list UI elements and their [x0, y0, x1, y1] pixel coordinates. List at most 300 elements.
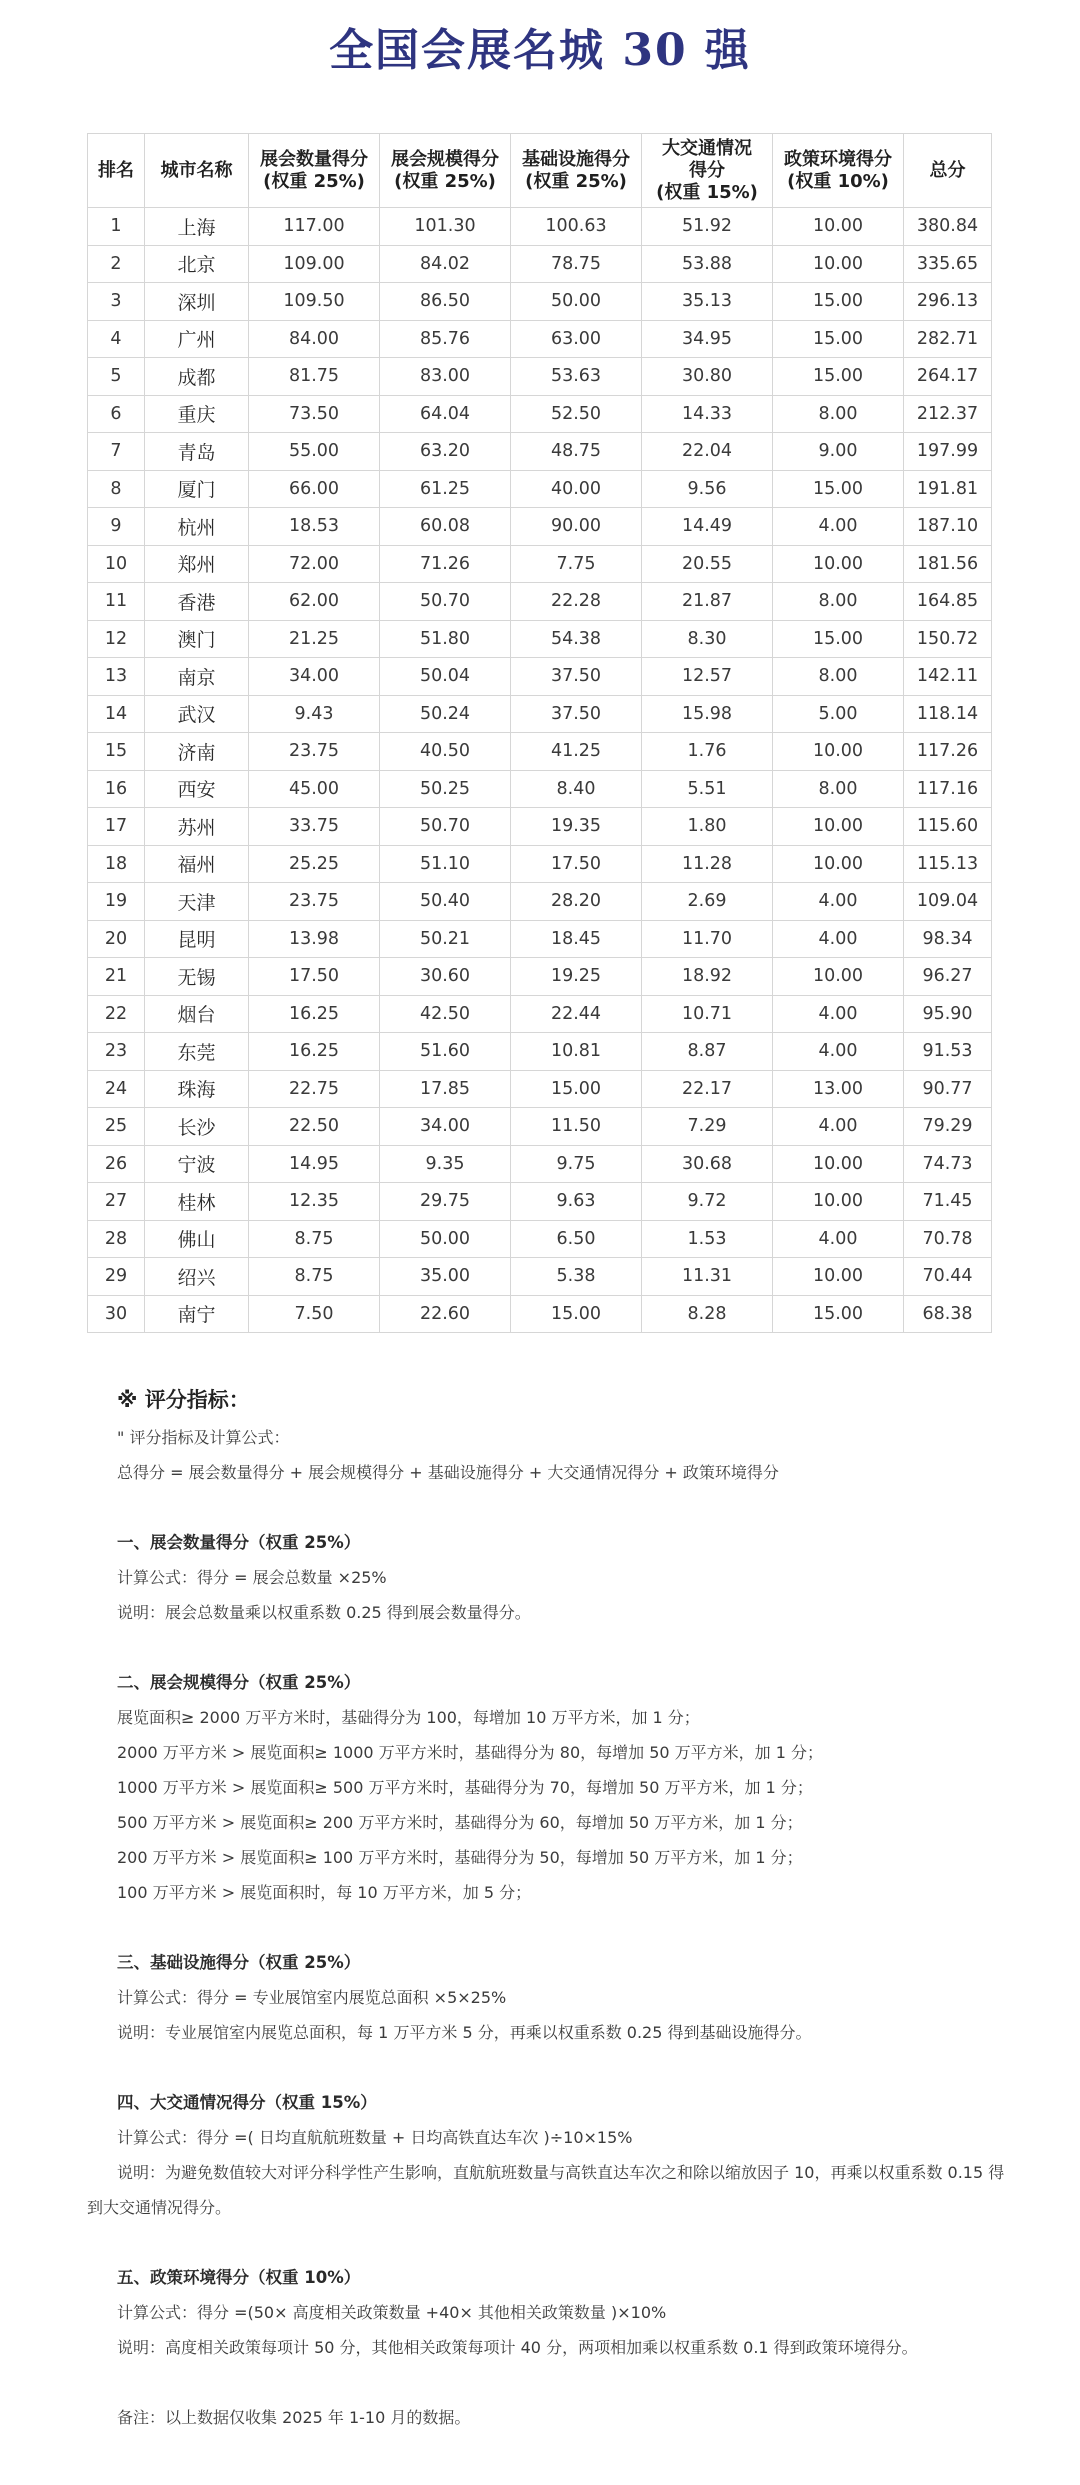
- table-cell: 34.00: [249, 658, 380, 696]
- table-cell: 18.92: [642, 958, 773, 996]
- table-cell: 22.17: [642, 1070, 773, 1108]
- table-cell: 50.24: [380, 695, 511, 733]
- table-cell: 109.50: [249, 283, 380, 321]
- column-header: [249, 134, 380, 208]
- table-cell: 71.26: [380, 545, 511, 583]
- table-cell: 54.38: [511, 620, 642, 658]
- table-cell: 10.00: [773, 1145, 904, 1183]
- table-cell: 380.84: [904, 208, 992, 246]
- table-cell: 10.00: [773, 808, 904, 846]
- table-cell: 22.28: [511, 583, 642, 621]
- table-cell: 20: [88, 920, 145, 958]
- city-cell: 桂林: [145, 1183, 249, 1221]
- table-cell: 9.72: [642, 1183, 773, 1221]
- table-cell: 187.10: [904, 508, 992, 546]
- column-header-line: 政策环境得分: [784, 148, 892, 170]
- table-cell: 335.65: [904, 245, 992, 283]
- table-cell: 181.56: [904, 545, 992, 583]
- table-cell: 7.75: [511, 545, 642, 583]
- table-cell: 95.90: [904, 995, 992, 1033]
- table-cell: 24: [88, 1070, 145, 1108]
- table-cell: 50.40: [380, 883, 511, 921]
- table-cell: 63.20: [380, 433, 511, 471]
- table-cell: 50.70: [380, 808, 511, 846]
- table-row: [88, 283, 992, 321]
- table-cell: 8.28: [642, 1295, 773, 1333]
- table-cell: 14.95: [249, 1145, 380, 1183]
- table-cell: 63.00: [511, 320, 642, 358]
- city-cell: 成都: [145, 358, 249, 396]
- table-cell: 14.33: [642, 395, 773, 433]
- table-cell: 35.00: [380, 1258, 511, 1296]
- table-row: [88, 1145, 992, 1183]
- section-line: 100 万平方米 > 展览面积时，每 10 万平方米，加 5 分；: [117, 1883, 532, 1902]
- table-cell: 11.70: [642, 920, 773, 958]
- table-cell: 8.00: [773, 770, 904, 808]
- city-cell: 济南: [145, 733, 249, 771]
- table-cell: 15.00: [511, 1295, 642, 1333]
- table-cell: 29.75: [380, 1183, 511, 1221]
- table-cell: 117.26: [904, 733, 992, 771]
- table-row: [88, 508, 992, 546]
- column-header-line: 得分: [689, 159, 725, 181]
- table-cell: 4.00: [773, 995, 904, 1033]
- table-body: [88, 208, 992, 1333]
- table-row: [88, 808, 992, 846]
- table-cell: 100.63: [511, 208, 642, 246]
- table-cell: 25.25: [249, 845, 380, 883]
- table-row: [88, 470, 992, 508]
- table-cell: 41.25: [511, 733, 642, 771]
- table-cell: 23.75: [249, 883, 380, 921]
- table-row: [88, 395, 992, 433]
- city-cell: 烟台: [145, 995, 249, 1033]
- table-cell: 2.69: [642, 883, 773, 921]
- table-cell: 10: [88, 545, 145, 583]
- table-cell: 37.50: [511, 695, 642, 733]
- table-cell: 4.00: [773, 1220, 904, 1258]
- section-line: 说明：专业展馆室内展览总面积，每 1 万平方米 5 分，再乘以权重系数 0.25 得到基础设施得分。: [117, 2023, 812, 2042]
- table-cell: 4.00: [773, 883, 904, 921]
- table-cell: 5.38: [511, 1258, 642, 1296]
- city-cell: 昆明: [145, 920, 249, 958]
- notes-heading: ※ 评分指标：: [117, 1388, 250, 1412]
- table-cell: 10.00: [773, 1258, 904, 1296]
- section-title: 三、基础设施得分（权重 25%）: [117, 1953, 361, 1972]
- column-header-line: (权重 15%): [656, 181, 758, 203]
- table-cell: 142.11: [904, 658, 992, 696]
- table-cell: 20.55: [642, 545, 773, 583]
- table-cell: 86.50: [380, 283, 511, 321]
- table-cell: 11.31: [642, 1258, 773, 1296]
- table-cell: 25: [88, 1108, 145, 1146]
- notes-remark: 备注：以上数据仅收集 2025 年 1-10 月的数据。: [117, 2408, 471, 2427]
- table-cell: 30.68: [642, 1145, 773, 1183]
- table-cell: 62.00: [249, 583, 380, 621]
- table-cell: 13.00: [773, 1070, 904, 1108]
- table-cell: 109.00: [249, 245, 380, 283]
- table-cell: 150.72: [904, 620, 992, 658]
- table-cell: 15.00: [773, 470, 904, 508]
- column-header: [145, 134, 249, 208]
- table-cell: 22.60: [380, 1295, 511, 1333]
- table-cell: 40.00: [511, 470, 642, 508]
- table-cell: 73.50: [249, 395, 380, 433]
- table-cell: 7.29: [642, 1108, 773, 1146]
- table-cell: 12.57: [642, 658, 773, 696]
- table-cell: 17.50: [249, 958, 380, 996]
- table-cell: 15.00: [773, 620, 904, 658]
- table-cell: 282.71: [904, 320, 992, 358]
- table-cell: 85.76: [380, 320, 511, 358]
- table-cell: 29: [88, 1258, 145, 1296]
- table-cell: 22.44: [511, 995, 642, 1033]
- table-cell: 10.00: [773, 1183, 904, 1221]
- table-cell: 8.00: [773, 583, 904, 621]
- table-cell: 15.98: [642, 695, 773, 733]
- table-cell: 30: [88, 1295, 145, 1333]
- table-cell: 1.53: [642, 1220, 773, 1258]
- table-cell: 71.45: [904, 1183, 992, 1221]
- table-cell: 21.25: [249, 620, 380, 658]
- table-cell: 34.95: [642, 320, 773, 358]
- table-cell: 4.00: [773, 1108, 904, 1146]
- city-cell: 重庆: [145, 395, 249, 433]
- table-cell: 117.00: [249, 208, 380, 246]
- city-cell: 绍兴: [145, 1258, 249, 1296]
- table-row: [88, 883, 992, 921]
- table-cell: 64.04: [380, 395, 511, 433]
- city-cell: 苏州: [145, 808, 249, 846]
- city-cell: 无锡: [145, 958, 249, 996]
- table-cell: 164.85: [904, 583, 992, 621]
- column-header: [88, 134, 145, 208]
- table-cell: 17: [88, 808, 145, 846]
- table-cell: 68.38: [904, 1295, 992, 1333]
- table-cell: 6: [88, 395, 145, 433]
- table-row: [88, 1258, 992, 1296]
- section-title: 一、展会数量得分（权重 25%）: [117, 1533, 361, 1552]
- table-row: [88, 1295, 992, 1333]
- table-cell: 30.80: [642, 358, 773, 396]
- table-cell: 5: [88, 358, 145, 396]
- table-row: [88, 358, 992, 396]
- table-cell: 15.00: [511, 1070, 642, 1108]
- table-cell: 10.00: [773, 845, 904, 883]
- table-cell: 296.13: [904, 283, 992, 321]
- table-row: [88, 995, 992, 1033]
- column-header: [904, 134, 992, 208]
- table-row: [88, 845, 992, 883]
- section-line: 1000 万平方米 > 展览面积≥ 500 万平方米时，基础得分为 70，每增加 50 万平方米，加 1 分；: [117, 1778, 813, 1797]
- table-cell: 10.00: [773, 958, 904, 996]
- table-row: [88, 545, 992, 583]
- city-cell: 南宁: [145, 1295, 249, 1333]
- column-header-line: 排名: [98, 159, 134, 181]
- table-cell: 51.10: [380, 845, 511, 883]
- table-cell: 50.00: [511, 283, 642, 321]
- table-cell: 66.00: [249, 470, 380, 508]
- table-cell: 14: [88, 695, 145, 733]
- table-cell: 60.08: [380, 508, 511, 546]
- city-cell: 福州: [145, 845, 249, 883]
- table-cell: 79.29: [904, 1108, 992, 1146]
- notes-intro: " 评分指标及计算公式：: [117, 1428, 290, 1447]
- city-cell: 珠海: [145, 1070, 249, 1108]
- table-cell: 78.75: [511, 245, 642, 283]
- table-cell: 10.00: [773, 208, 904, 246]
- table-row: [88, 320, 992, 358]
- table-cell: 9.63: [511, 1183, 642, 1221]
- city-cell: 东莞: [145, 1033, 249, 1071]
- table-cell: 8: [88, 470, 145, 508]
- table-cell: 18.45: [511, 920, 642, 958]
- table-cell: 53.63: [511, 358, 642, 396]
- table-cell: 5.51: [642, 770, 773, 808]
- city-cell: 天津: [145, 883, 249, 921]
- city-cell: 澳门: [145, 620, 249, 658]
- column-header-line: 总分: [929, 159, 966, 181]
- table-cell: 17.50: [511, 845, 642, 883]
- city-cell: 北京: [145, 245, 249, 283]
- scoring-notes: [87, 1380, 1007, 2435]
- table-cell: 109.04: [904, 883, 992, 921]
- table-cell: 55.00: [249, 433, 380, 471]
- city-cell: 郑州: [145, 545, 249, 583]
- table-cell: 1.80: [642, 808, 773, 846]
- city-cell: 杭州: [145, 508, 249, 546]
- table-row: [88, 1033, 992, 1071]
- table-cell: 70.44: [904, 1258, 992, 1296]
- city-cell: 厦门: [145, 470, 249, 508]
- table-cell: 117.16: [904, 770, 992, 808]
- table-cell: 50.04: [380, 658, 511, 696]
- table-cell: 51.92: [642, 208, 773, 246]
- table-row: [88, 620, 992, 658]
- table-cell: 22.50: [249, 1108, 380, 1146]
- table-cell: 11: [88, 583, 145, 621]
- table-cell: 23.75: [249, 733, 380, 771]
- table-cell: 84.02: [380, 245, 511, 283]
- table-cell: 72.00: [249, 545, 380, 583]
- table-cell: 12: [88, 620, 145, 658]
- table-cell: 118.14: [904, 695, 992, 733]
- table-cell: 17.85: [380, 1070, 511, 1108]
- table-cell: 45.00: [249, 770, 380, 808]
- table-row: [88, 733, 992, 771]
- table-cell: 50.25: [380, 770, 511, 808]
- column-header-line: 城市名称: [160, 159, 233, 181]
- section-title: 二、展会规模得分（权重 25%）: [117, 1673, 361, 1692]
- table-cell: 51.80: [380, 620, 511, 658]
- table-cell: 51.60: [380, 1033, 511, 1071]
- table-cell: 50.70: [380, 583, 511, 621]
- table-cell: 22: [88, 995, 145, 1033]
- column-header-line: (权重 25%): [525, 170, 627, 192]
- table-cell: 9.35: [380, 1145, 511, 1183]
- table-cell: 15.00: [773, 283, 904, 321]
- table-row: [88, 1220, 992, 1258]
- table-cell: 1: [88, 208, 145, 246]
- table-cell: 90.00: [511, 508, 642, 546]
- table-cell: 5.00: [773, 695, 904, 733]
- city-cell: 武汉: [145, 695, 249, 733]
- table-cell: 10.00: [773, 545, 904, 583]
- table-cell: 98.34: [904, 920, 992, 958]
- table-cell: 8.75: [249, 1220, 380, 1258]
- table-cell: 191.81: [904, 470, 992, 508]
- table-cell: 4: [88, 320, 145, 358]
- column-header-line: 展会数量得分: [260, 148, 368, 170]
- table-cell: 50.21: [380, 920, 511, 958]
- total-formula: 总得分 = 展会数量得分 + 展会规模得分 + 基础设施得分 + 大交通情况得分 + 政策环境得分: [117, 1463, 779, 1482]
- column-header-line: (权重 25%): [263, 170, 365, 192]
- city-cell: 香港: [145, 583, 249, 621]
- table-cell: 8.30: [642, 620, 773, 658]
- table-cell: 50.00: [380, 1220, 511, 1258]
- section-title: 五、政策环境得分（权重 10%）: [117, 2268, 361, 2287]
- table-cell: 13.98: [249, 920, 380, 958]
- table-cell: 35.13: [642, 283, 773, 321]
- table-cell: 15.00: [773, 320, 904, 358]
- column-header-line: (权重 10%): [787, 170, 889, 192]
- table-cell: 30.60: [380, 958, 511, 996]
- table-cell: 264.17: [904, 358, 992, 396]
- table-cell: 8.00: [773, 658, 904, 696]
- table-row: [88, 208, 992, 246]
- section-line: 计算公式：得分 = 展会总数量 ×25%: [117, 1568, 387, 1587]
- city-cell: 上海: [145, 208, 249, 246]
- table-cell: 28.20: [511, 883, 642, 921]
- table-cell: 16.25: [249, 995, 380, 1033]
- table-row: [88, 583, 992, 621]
- table-cell: 6.50: [511, 1220, 642, 1258]
- table-cell: 15: [88, 733, 145, 771]
- city-cell: 佛山: [145, 1220, 249, 1258]
- section-line: 计算公式：得分 =(50× 高度相关政策数量 +40× 其他相关政策数量 )×10%: [117, 2303, 667, 2322]
- city-cell: 南京: [145, 658, 249, 696]
- column-header: [642, 134, 773, 208]
- table-cell: 10.71: [642, 995, 773, 1033]
- table-cell: 7.50: [249, 1295, 380, 1333]
- table-cell: 12.35: [249, 1183, 380, 1221]
- table-cell: 197.99: [904, 433, 992, 471]
- table-cell: 212.37: [904, 395, 992, 433]
- section-line: 2000 万平方米 > 展览面积≥ 1000 万平方米时，基础得分为 80，每增加 50 万平方米，加 1 分；: [117, 1743, 824, 1762]
- table-row: [88, 658, 992, 696]
- table-cell: 115.60: [904, 808, 992, 846]
- section-line: 计算公式：得分 =( 日均直航航班数量 + 日均高铁直达车次 )÷10×15%: [117, 2128, 633, 2147]
- table-cell: 8.87: [642, 1033, 773, 1071]
- city-cell: 西安: [145, 770, 249, 808]
- table-cell: 7: [88, 433, 145, 471]
- section-line: 200 万平方米 > 展览面积≥ 100 万平方米时，基础得分为 50，每增加 50 万平方米，加 1 分；: [117, 1848, 803, 1867]
- table-cell: 101.30: [380, 208, 511, 246]
- table-cell: 83.00: [380, 358, 511, 396]
- table-cell: 34.00: [380, 1108, 511, 1146]
- table-cell: 26: [88, 1145, 145, 1183]
- table-cell: 53.88: [642, 245, 773, 283]
- table-cell: 11.28: [642, 845, 773, 883]
- table-cell: 10.81: [511, 1033, 642, 1071]
- table-header-row: [88, 134, 992, 208]
- column-header-line: (权重 25%): [394, 170, 496, 192]
- table-cell: 9.00: [773, 433, 904, 471]
- table-cell: 115.13: [904, 845, 992, 883]
- table-cell: 15.00: [773, 358, 904, 396]
- table-row: [88, 920, 992, 958]
- table-row: [88, 1070, 992, 1108]
- section-line: 说明：高度相关政策每项计 50 分，其他相关政策每项计 40 分，两项相加乘以权重系数 0.1 得到政策环境得分。: [117, 2338, 918, 2357]
- table-row: [88, 1108, 992, 1146]
- table-cell: 52.50: [511, 395, 642, 433]
- table-cell: 1.76: [642, 733, 773, 771]
- table-cell: 8.75: [249, 1258, 380, 1296]
- section-title: 四、大交通情况得分（权重 15%）: [117, 2093, 377, 2112]
- table-cell: 13: [88, 658, 145, 696]
- table-cell: 16: [88, 770, 145, 808]
- table-cell: 70.78: [904, 1220, 992, 1258]
- column-header-line: 基础设施得分: [522, 148, 630, 170]
- city-cell: 长沙: [145, 1108, 249, 1146]
- table-cell: 10.00: [773, 733, 904, 771]
- table-cell: 11.50: [511, 1108, 642, 1146]
- table-cell: 9: [88, 508, 145, 546]
- table-cell: 33.75: [249, 808, 380, 846]
- table-cell: 22.75: [249, 1070, 380, 1108]
- table-cell: 42.50: [380, 995, 511, 1033]
- table-cell: 4.00: [773, 1033, 904, 1071]
- city-cell: 宁波: [145, 1145, 249, 1183]
- table-cell: 4.00: [773, 508, 904, 546]
- section-line: 计算公式：得分 = 专业展馆室内展览总面积 ×5×25%: [117, 1988, 507, 2007]
- table-cell: 40.50: [380, 733, 511, 771]
- table-cell: 9.75: [511, 1145, 642, 1183]
- table-cell: 28: [88, 1220, 145, 1258]
- table-cell: 37.50: [511, 658, 642, 696]
- table-cell: 81.75: [249, 358, 380, 396]
- table-cell: 14.49: [642, 508, 773, 546]
- column-header-line: 大交通情况: [662, 137, 752, 159]
- table-row: [88, 770, 992, 808]
- table-cell: 3: [88, 283, 145, 321]
- table-cell: 4.00: [773, 920, 904, 958]
- page-title: 全国会展名城 30 强: [329, 25, 751, 76]
- column-header: [380, 134, 511, 208]
- table-cell: 21.87: [642, 583, 773, 621]
- table-cell: 10.00: [773, 245, 904, 283]
- table-cell: 18: [88, 845, 145, 883]
- table-cell: 27: [88, 1183, 145, 1221]
- table-row: [88, 1183, 992, 1221]
- city-cell: 青岛: [145, 433, 249, 471]
- column-header-line: 展会规模得分: [391, 148, 499, 170]
- table-cell: 96.27: [904, 958, 992, 996]
- ranking-table: [87, 133, 992, 1333]
- section-line: 说明：为避免数值较大对评分科学性产生影响，直航航班数量与高铁直达车次之和除以缩放因子 10，再乘以权重系数 0.15 得到大交通情况得分。: [87, 2163, 1005, 2217]
- section-line: 说明：展会总数量乘以权重系数 0.25 得到展会数量得分。: [117, 1603, 531, 1622]
- column-header: [773, 134, 904, 208]
- table-cell: 8.00: [773, 395, 904, 433]
- city-cell: 深圳: [145, 283, 249, 321]
- table-cell: 19.35: [511, 808, 642, 846]
- section-line: 展览面积≥ 2000 万平方米时，基础得分为 100，每增加 10 万平方米，加 1 分；: [117, 1708, 700, 1727]
- table-cell: 16.25: [249, 1033, 380, 1071]
- notes-sections: [87, 1525, 1007, 2365]
- table-row: [88, 245, 992, 283]
- table-cell: 8.40: [511, 770, 642, 808]
- table-row: [88, 958, 992, 996]
